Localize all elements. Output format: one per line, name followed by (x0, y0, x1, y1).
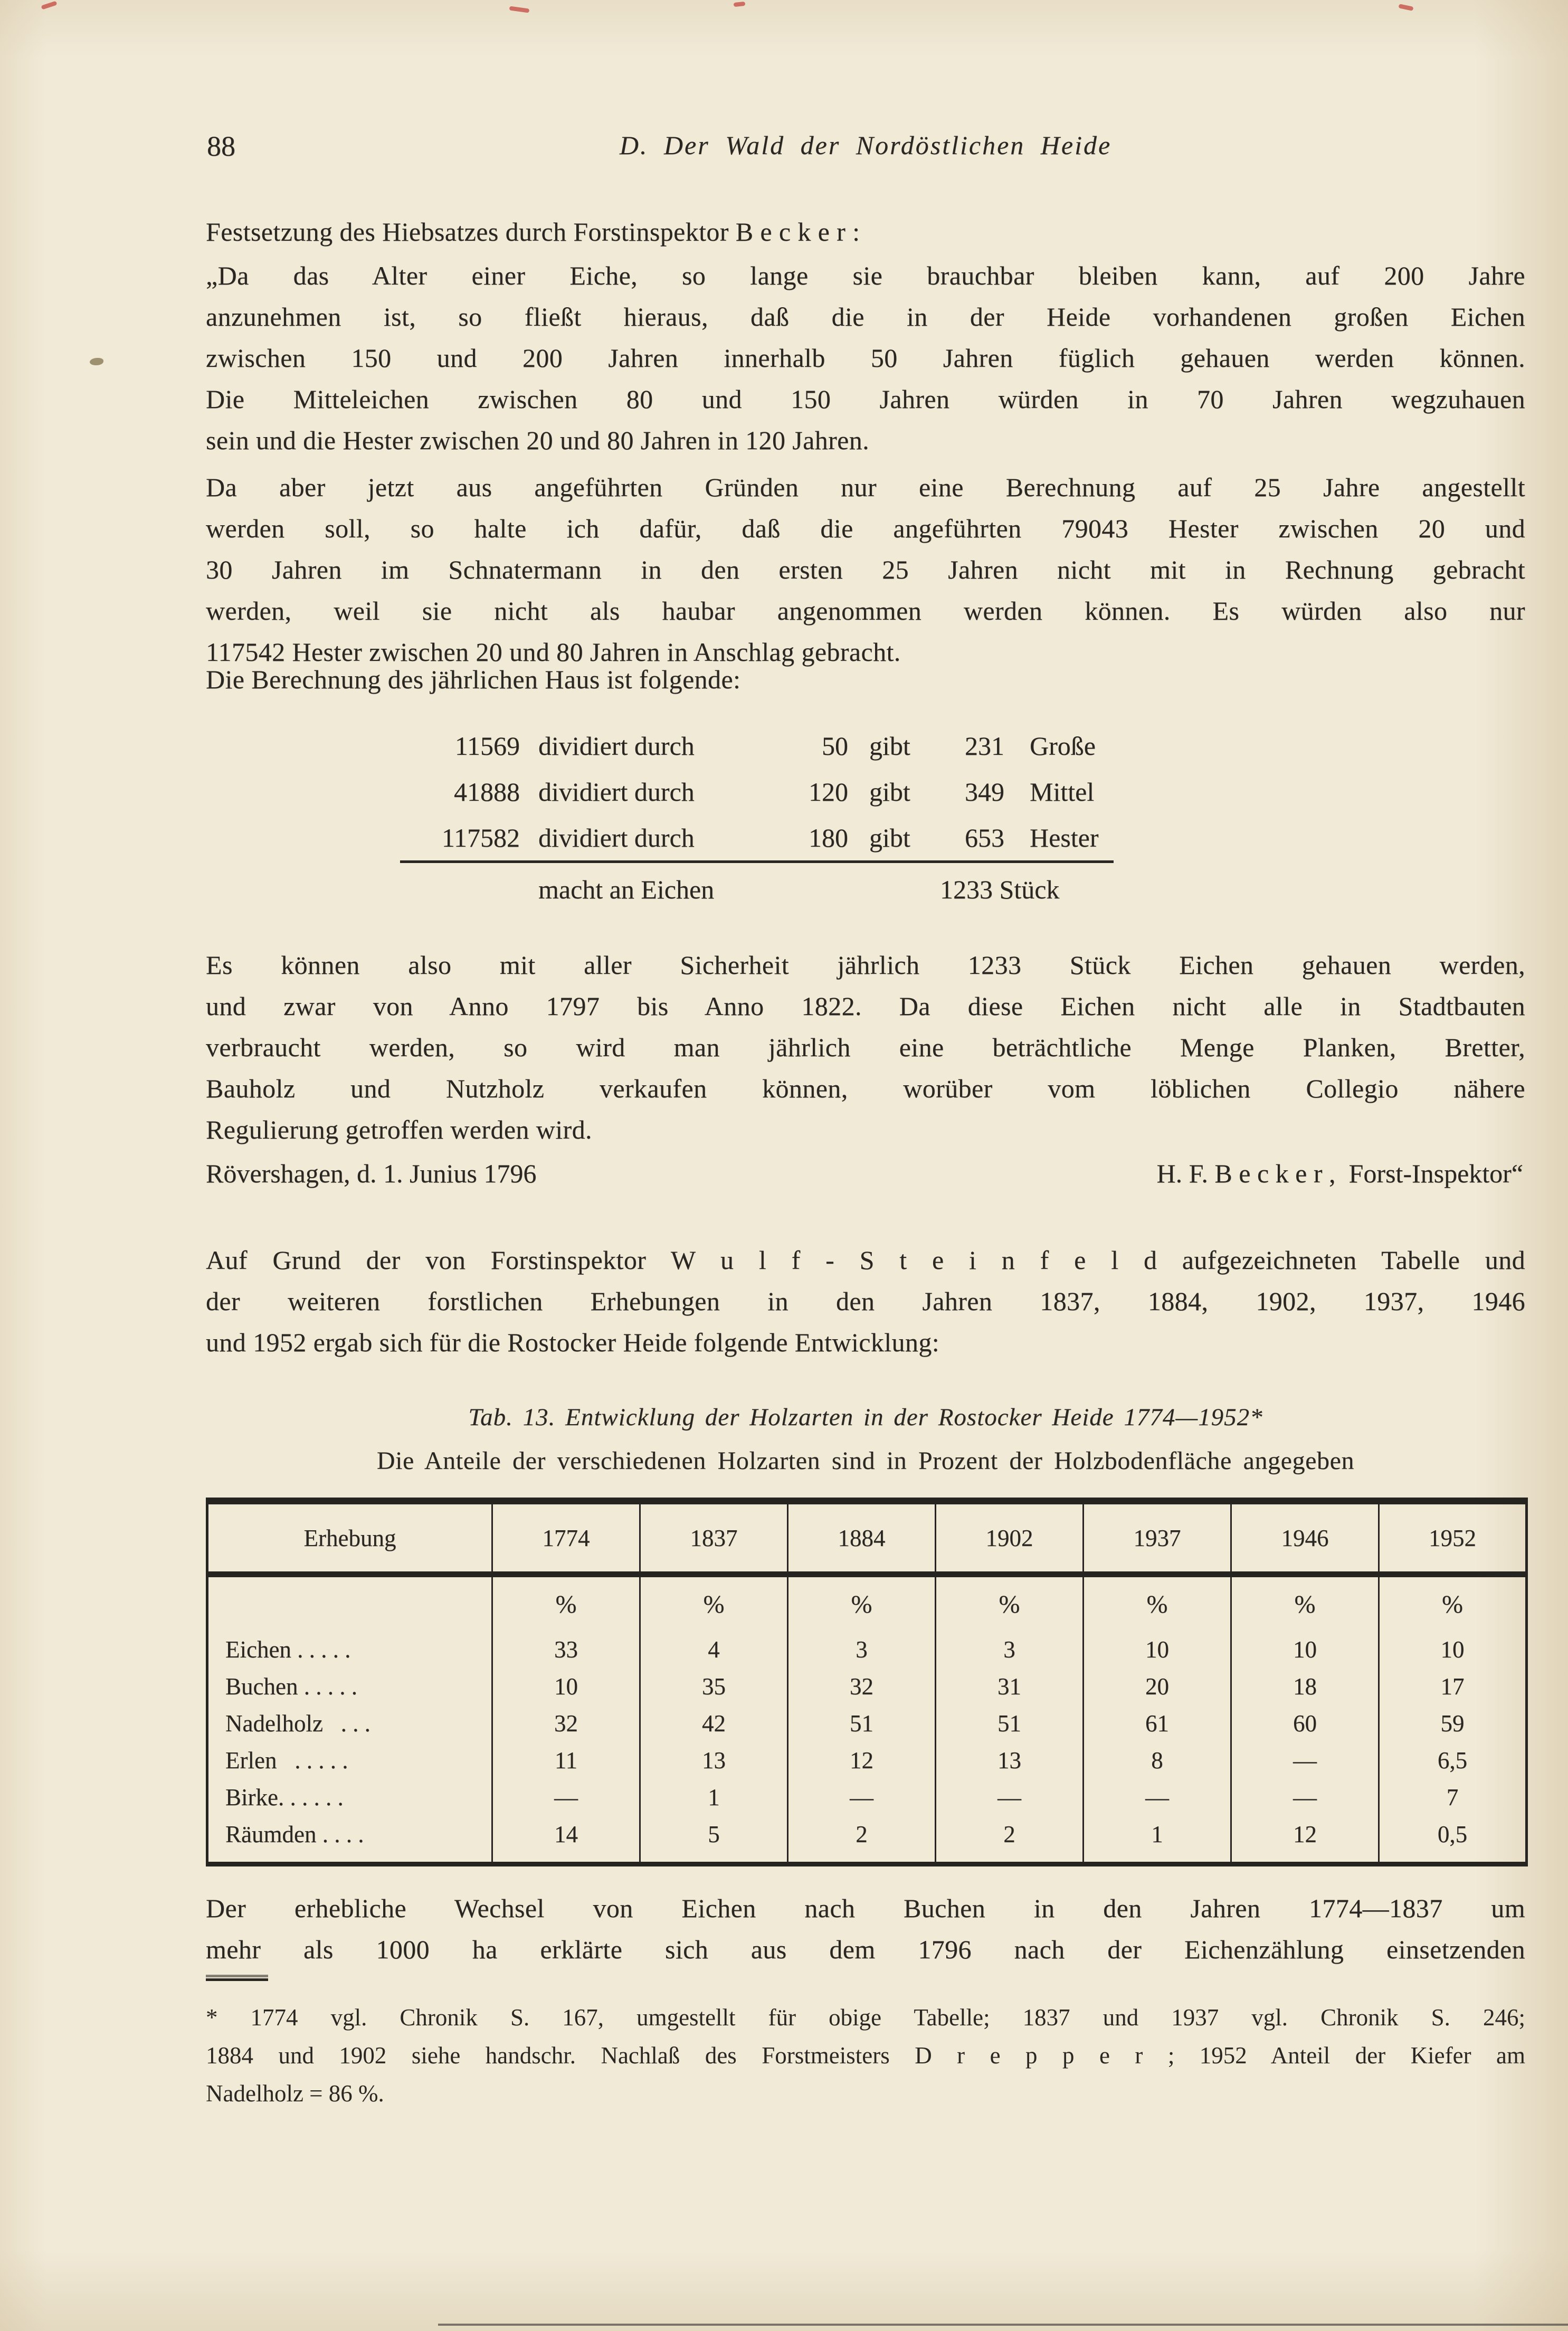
table-cell: 1 (640, 1779, 788, 1816)
column-header: 1937 (1084, 1501, 1231, 1575)
species-label: Birke. . . . . . (207, 1779, 492, 1816)
signature-row (206, 1158, 1525, 1200)
table-cell: 32 (492, 1705, 640, 1742)
table-cell: 51 (788, 1705, 936, 1742)
text-line: zwischen 150 und 200 Jahren innerhalb 50 Jahren füglich gehauen werden können. (206, 343, 1525, 373)
table-row (207, 1631, 1527, 1668)
table-row (207, 1742, 1527, 1779)
table-caption: Tab. 13. Entwicklung der Holzarten in der Rostocker Heide 1774—1952* (468, 1404, 1263, 1431)
calculation-total-label: macht an Eichen (538, 875, 715, 904)
calculation-cell: dividiert durch (538, 822, 695, 852)
text-line: und zwar von Anno 1797 bis Anno 1822. Da diese Eichen nicht alle in Stadtbauten (206, 991, 1525, 1021)
table-cell: 17 (1379, 1668, 1527, 1705)
calculation-cell: 180 (809, 822, 848, 852)
calculation-total-value: 1233 Stück (940, 875, 1060, 904)
calculation-cell: Mittel (1030, 776, 1095, 807)
column-header: 1774 (492, 1501, 640, 1575)
text-line: Regulierung getroffen werden wird. (206, 1115, 592, 1144)
calculation-cell: 50 (822, 731, 848, 761)
species-label: Eichen . . . . . (207, 1631, 492, 1668)
calculation-cell: Große (1030, 731, 1096, 761)
species-label: Erlen . . . . . (207, 1742, 492, 1779)
text-line: Bauholz und Nutzholz verkaufen können, worüber vom löblichen Collegio nähere (206, 1074, 1525, 1103)
text-line: 1884 und 1902 siehe handschr. Nachlaß des Forstmeisters D r e p p e r ; 1952 Anteil der Kiefer am (206, 2042, 1525, 2069)
table-cell: 20 (1084, 1668, 1231, 1705)
signature-place-date: Rövershagen, d. 1. Junius 1796 (206, 1159, 537, 1188)
table-cell: 3 (936, 1631, 1084, 1668)
table-cell: 10 (1379, 1631, 1527, 1668)
unit-row (207, 1575, 1527, 1632)
text-line: werden, weil sie nicht als haubar angenommen werden können. Es würden also nur (206, 596, 1525, 626)
text-line: 117542 Hester zwischen 20 und 80 Jahren in Anschlag gebracht. (206, 637, 901, 667)
table-cell: — (1231, 1742, 1379, 1779)
column-header: 1946 (1231, 1501, 1379, 1575)
table-cell: 35 (640, 1668, 788, 1705)
text-line: Der erhebliche Wechsel von Eichen nach Buchen in den Jahren 1774—1837 um (206, 1893, 1525, 1923)
species-label: Buchen . . . . . (207, 1668, 492, 1705)
table-cell: 2 (788, 1816, 936, 1864)
calculation-cell: gibt (869, 776, 910, 807)
paragraph-quote-1 (206, 255, 1525, 461)
table-cell: 18 (1231, 1668, 1379, 1705)
species-label: Räumden . . . . (207, 1816, 492, 1864)
calculation-block (206, 723, 1525, 860)
table-cell: 1 (1084, 1816, 1231, 1864)
text-line: Nadelholz = 86 %. (206, 2080, 384, 2107)
text-line: Die Mitteleichen zwischen 80 und 150 Jahren würden in 70 Jahren wegzuhauen (206, 384, 1525, 414)
paragraph-quote-2 (206, 467, 1525, 672)
column-header: 1837 (640, 1501, 788, 1575)
table-cell: 7 (1379, 1779, 1527, 1816)
red-pen-mark-icon (41, 1, 57, 10)
intro-line: Festsetzung des Hiebsatzes durch Forstinspektor B e c k e r : (206, 217, 860, 247)
text-line: Auf Grund der von Forstinspektor W u l f - S t e i n f e l d aufgezeichneten Tabelle und (206, 1245, 1525, 1275)
table-cell: 11 (492, 1742, 640, 1779)
table-cell: 10 (492, 1668, 640, 1705)
unit-cell: % (788, 1575, 936, 1632)
table-head (207, 1501, 1527, 1575)
table-cell: 13 (936, 1742, 1084, 1779)
table-cell: 31 (936, 1668, 1084, 1705)
calculation-row (206, 814, 1525, 860)
text-line: „Da das Alter einer Eiche, so lange sie brauchbar bleiben kann, auf 200 Jahre (206, 261, 1525, 290)
text-line: sein und die Hester zwischen 20 und 80 Jahren in 120 Jahren. (206, 425, 870, 455)
footnote (206, 1998, 1525, 2112)
calculation-cell: Hester (1030, 822, 1099, 852)
table-row (207, 1816, 1527, 1864)
paper-speck (90, 358, 103, 365)
unit-cell (207, 1575, 492, 1632)
unit-cell: % (492, 1575, 640, 1632)
calculation-cell: dividiert durch (538, 731, 695, 761)
column-header: Erhebung (207, 1501, 492, 1575)
species-label: Nadelholz . . . (207, 1705, 492, 1742)
table-cell: 2 (936, 1816, 1084, 1864)
calculation-cell: 120 (809, 776, 848, 807)
calculation-cell: gibt (869, 822, 910, 852)
scan-edge-line (438, 2324, 1568, 2326)
text-line: Es können also mit aller Sicherheit jährlich 1233 Stück Eichen gehauen werden, (206, 950, 1525, 980)
column-header: 1884 (788, 1501, 936, 1575)
table-cell: 33 (492, 1631, 640, 1668)
calculation-cell: dividiert durch (538, 776, 695, 807)
unit-cell: % (1084, 1575, 1231, 1632)
table-cell: — (788, 1779, 936, 1816)
unit-cell: % (640, 1575, 788, 1632)
text-line: * 1774 vgl. Chronik S. 167, umgestellt für obige Tabelle; 1837 und 1937 vgl. Chronik S. 246; (206, 2004, 1525, 2031)
table-row (207, 1668, 1527, 1705)
table-cell: 8 (1084, 1742, 1231, 1779)
text-line: 30 Jahren im Schnatermann in den ersten 25 Jahren nicht mit in Rechnung gebracht (206, 555, 1525, 584)
table-cell: 61 (1084, 1705, 1231, 1742)
table-cell: 32 (788, 1668, 936, 1705)
table-subcaption: Die Anteile der verschiedenen Holzarten sind in Prozent der Holzbodenfläche angegeben (376, 1447, 1355, 1475)
table-cell: 14 (492, 1816, 640, 1864)
text-line: und 1952 ergab sich für die Rostocker Heide folgende Entwicklung: (206, 1328, 940, 1357)
table-cell: 3 (788, 1631, 936, 1668)
calculation-intro-line: Die Berechnung des jährlichen Haus ist folgende: (206, 665, 741, 694)
table-cell: 12 (1231, 1816, 1379, 1864)
table-cell: 60 (1231, 1705, 1379, 1742)
table-row (207, 1779, 1527, 1816)
paragraph-quote-3 (206, 944, 1525, 1150)
calculation-cell: 349 (965, 776, 1004, 807)
calculation-sum-rule (400, 860, 1114, 863)
calculation-cell: gibt (869, 731, 910, 761)
text-line: anzunehmen ist, so fließt hieraus, daß die in der Heide vorhandenen großen Eichen (206, 302, 1525, 331)
table-cell: 13 (640, 1742, 788, 1779)
table-body (207, 1575, 1527, 1864)
signature-name: H. F. B e c k e r , Forst-Inspektor“ (1156, 1159, 1523, 1188)
text-column (206, 0, 1525, 2331)
table-cell: — (936, 1779, 1084, 1816)
table-cell: 6,5 (1379, 1742, 1527, 1779)
table-cell: 5 (640, 1816, 788, 1864)
calculation-cell: 653 (965, 822, 1004, 852)
table-cell: 51 (936, 1705, 1084, 1742)
table-row (207, 1705, 1527, 1742)
text-line: Da aber jetzt aus angeführten Gründen nur eine Berechnung auf 25 Jahre angestellt (206, 472, 1525, 502)
calculation-row (206, 723, 1525, 769)
calculation-cell: 231 (965, 731, 1004, 761)
table-cell: — (1084, 1779, 1231, 1816)
paragraph-after-table (206, 1888, 1525, 1970)
table-cell: 10 (1231, 1631, 1379, 1668)
unit-cell: % (1231, 1575, 1379, 1632)
calculation-cell: 117582 (441, 822, 520, 852)
holzarten-table (206, 1498, 1528, 1866)
calculation-total-row (206, 874, 1525, 916)
text-line: verbraucht werden, so wird man jährlich eine beträchtliche Menge Planken, Bretter, (206, 1032, 1525, 1062)
calculation-cell: 41888 (454, 776, 520, 807)
text-line: der weiteren forstlichen Erhebungen in den Jahren 1837, 1884, 1902, 1937, 1946 (206, 1286, 1525, 1316)
calculation-row (206, 769, 1525, 814)
table-cell: 42 (640, 1705, 788, 1742)
text-line: werden soll, so halte ich dafür, daß die angeführten 79043 Hester zwischen 20 und (206, 514, 1525, 543)
table-cell: 10 (1084, 1631, 1231, 1668)
column-header: 1952 (1379, 1501, 1527, 1575)
running-header: D. Der Wald der Nordöstlichen Heide (619, 130, 1112, 160)
calculation-cell: 11569 (454, 731, 520, 761)
column-header: 1902 (936, 1501, 1084, 1575)
table-cell: — (1231, 1779, 1379, 1816)
paragraph-transition (206, 1239, 1525, 1363)
page-number: 88 (207, 130, 235, 162)
table-cell: 4 (640, 1631, 788, 1668)
page-header (206, 130, 1525, 177)
unit-cell: % (1379, 1575, 1527, 1632)
table-cell: 12 (788, 1742, 936, 1779)
unit-cell: % (936, 1575, 1084, 1632)
footnote-rule (206, 1978, 268, 1981)
table-cell: — (492, 1779, 640, 1816)
table-cell: 0,5 (1379, 1816, 1527, 1864)
table-cell: 59 (1379, 1705, 1527, 1742)
text-line: mehr als 1000 ha erklärte sich aus dem 1796 nach der Eichenzählung einsetzenden (206, 1935, 1525, 1964)
